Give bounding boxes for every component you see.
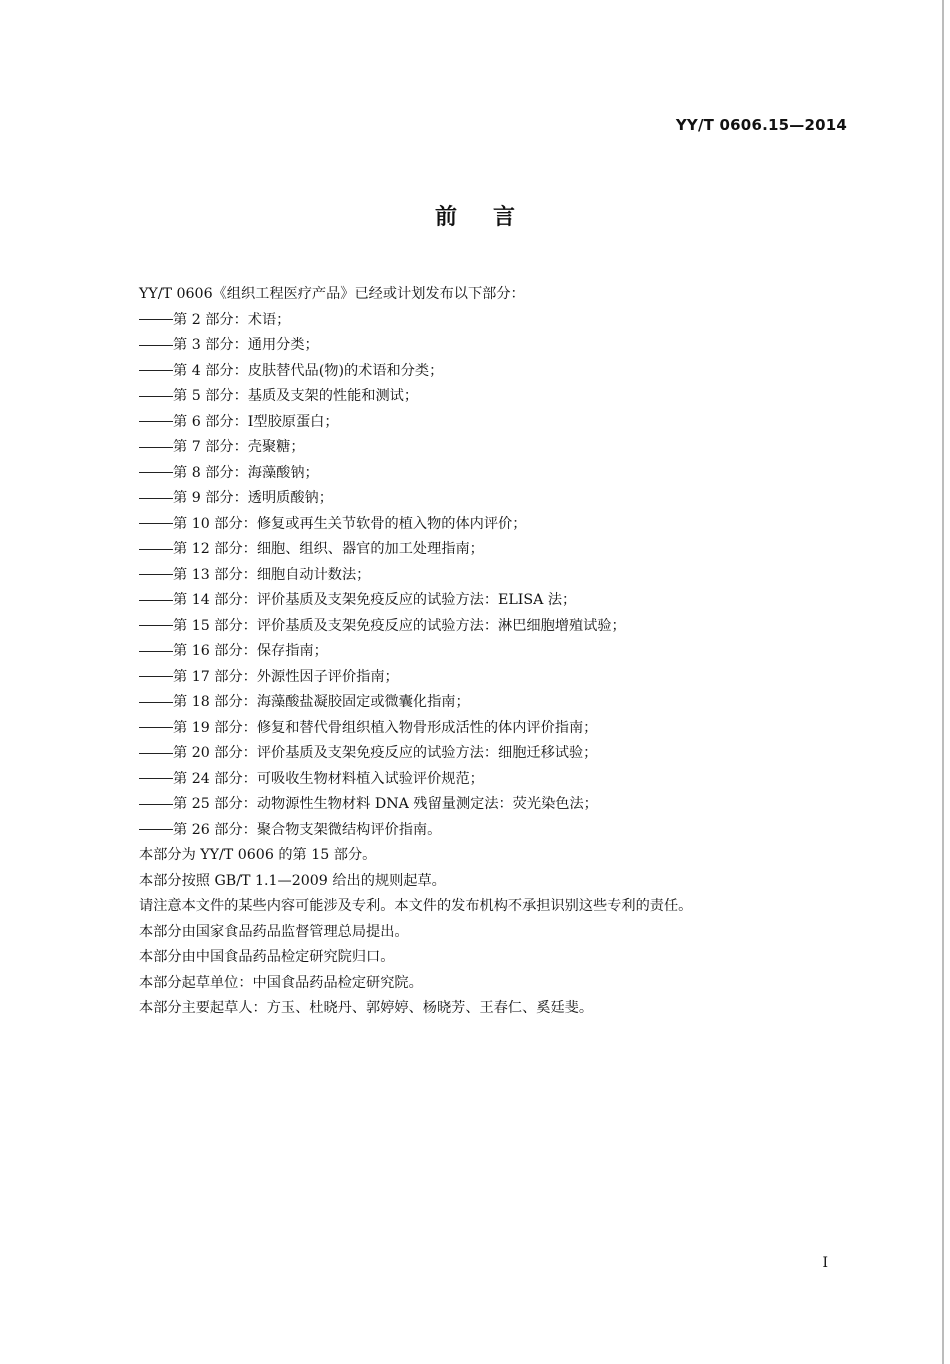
dash-mark bbox=[139, 625, 173, 626]
dash-mark bbox=[139, 676, 173, 677]
paragraph: 请注意本文件的某些内容可能涉及专利。本文件的发布机构不承担识别这些专利的责任。 bbox=[139, 898, 693, 914]
body-text bbox=[139, 282, 859, 1022]
paragraph: 本部分主要起草人：方玉、杜晓丹、郭婷婷、杨晓芳、王春仁、奚廷斐。 bbox=[139, 1000, 594, 1016]
dash-mark bbox=[139, 804, 173, 805]
list-item bbox=[139, 792, 859, 818]
intro-line: YY/T 0606《组织工程医疗产品》已经或计划发布以下部分： bbox=[139, 286, 525, 302]
list-item bbox=[139, 537, 859, 563]
list-item bbox=[139, 767, 859, 793]
list-item bbox=[139, 588, 859, 614]
list-item bbox=[139, 716, 859, 742]
dash-mark bbox=[139, 753, 173, 754]
paragraph: 本部分为 YY/T 0606 的第 15 部分。 bbox=[139, 847, 377, 863]
paragraph: 本部分按照 GB/T 1.1—2009 给出的规则起草。 bbox=[139, 872, 446, 889]
dash-mark bbox=[139, 523, 173, 524]
page-title: 前言 bbox=[434, 205, 551, 230]
dash-mark bbox=[139, 778, 173, 779]
dash-mark bbox=[139, 370, 173, 371]
list-item-text: 第 6 部分：Ⅰ型胶原蛋白； bbox=[173, 413, 339, 430]
dash-mark bbox=[139, 651, 173, 652]
list-item-text: 第 20 部分：评价基质及支架免疫反应的试验方法：细胞迁移试验； bbox=[173, 745, 598, 761]
list-item bbox=[139, 333, 859, 359]
dash-mark bbox=[139, 727, 173, 728]
list-item bbox=[139, 512, 859, 538]
list-item bbox=[139, 384, 859, 410]
page-number: I bbox=[822, 1255, 828, 1271]
list-item-text: 第 24 部分：可吸收生物材料植入试验评价规范； bbox=[173, 770, 484, 787]
dash-mark bbox=[139, 472, 173, 473]
dash-mark bbox=[139, 345, 173, 346]
list-item-text: 第 7 部分：壳聚糖； bbox=[173, 439, 305, 455]
dash-mark bbox=[139, 498, 173, 499]
list-item-text: 第 19 部分：修复和替代骨组织植入物骨形成活性的体内评价指南； bbox=[173, 719, 598, 736]
dash-mark bbox=[139, 829, 173, 830]
list-item bbox=[139, 665, 859, 691]
list-item-text: 第 17 部分：外源性因子评价指南； bbox=[173, 668, 399, 685]
list-item bbox=[139, 486, 859, 512]
list-item bbox=[139, 690, 859, 716]
list-item-text: 第 14 部分：评价基质及支架免疫反应的试验方法：ELISA 法； bbox=[173, 592, 577, 608]
dash-mark bbox=[139, 396, 173, 397]
list-item-text: 第 15 部分：评价基质及支架免疫反应的试验方法：淋巴细胞增殖试验； bbox=[173, 617, 626, 634]
list-item-text: 第 4 部分：皮肤替代品(物)的术语和分类； bbox=[173, 362, 444, 379]
list-item bbox=[139, 639, 859, 665]
paragraph: 本部分起草单位：中国食品药品检定研究院。 bbox=[139, 974, 423, 991]
list-item bbox=[139, 308, 859, 334]
dash-mark bbox=[139, 600, 173, 601]
list-item bbox=[139, 435, 859, 461]
dash-mark bbox=[139, 319, 173, 320]
paragraph: 本部分由中国食品药品检定研究院归口。 bbox=[139, 949, 395, 965]
list-item bbox=[139, 359, 859, 385]
list-item-text: 第 3 部分：通用分类； bbox=[173, 337, 319, 353]
list-item-text: 第 25 部分：动物源性生物材料 DNA 残留量测定法：荧光染色法； bbox=[173, 796, 598, 812]
list-item bbox=[139, 741, 859, 767]
list-item-text: 第 5 部分：基质及支架的性能和测试； bbox=[173, 388, 419, 404]
dash-mark bbox=[139, 549, 173, 550]
dash-mark bbox=[139, 702, 173, 703]
list-item-text: 第 18 部分：海藻酸盐凝胶固定或微囊化指南； bbox=[173, 694, 470, 710]
list-item bbox=[139, 563, 859, 589]
dash-mark bbox=[139, 447, 173, 448]
list-item-text: 第 26 部分：聚合物支架微结构评价指南。 bbox=[173, 821, 442, 838]
list-item-text: 第 16 部分：保存指南； bbox=[173, 643, 328, 659]
list-item-text: 第 2 部分：术语； bbox=[173, 311, 291, 328]
list-item bbox=[139, 818, 859, 844]
list-item-text: 第 13 部分：细胞自动计数法； bbox=[173, 566, 371, 583]
list-item bbox=[139, 410, 859, 436]
standard-code: YY/T 0606.15—2014 bbox=[675, 116, 847, 134]
list-item-text: 第 8 部分：海藻酸钠； bbox=[173, 464, 319, 481]
list-item-text: 第 9 部分：透明质酸钠； bbox=[173, 490, 333, 506]
paragraph: 本部分由国家食品药品监督管理总局提出。 bbox=[139, 923, 409, 940]
list-item bbox=[139, 614, 859, 640]
dash-mark bbox=[139, 574, 173, 575]
dash-mark bbox=[139, 421, 173, 422]
list-item-text: 第 10 部分：修复或再生关节软骨的植入物的体内评价； bbox=[173, 515, 527, 532]
list-item-text: 第 12 部分：细胞、组织、器官的加工处理指南； bbox=[173, 541, 484, 557]
list-item bbox=[139, 461, 859, 487]
